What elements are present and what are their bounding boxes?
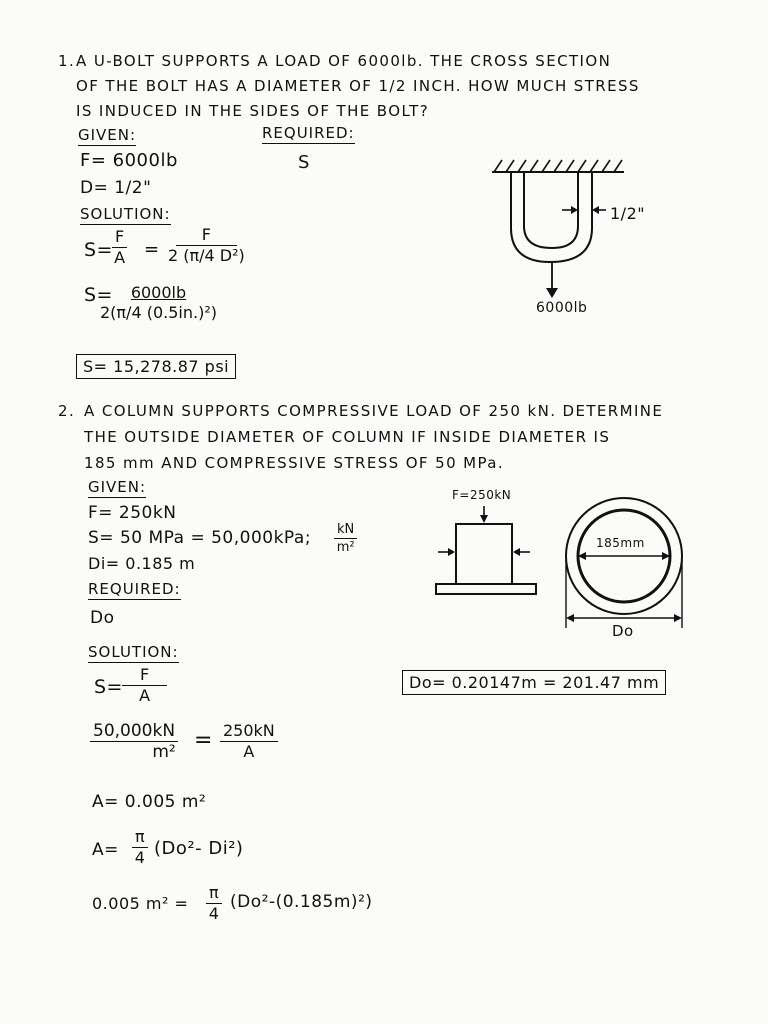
problem2-given-stress-unit [334,522,357,555]
problem1-given-label: GIVEN: [78,126,137,144]
problem1-eq1-denominator: A [114,248,126,267]
problem1-eq1-denominator2: 2 (π/4 D²) [168,246,245,265]
problem2-diagram-outer-diameter: Do [612,622,634,640]
problem2-eq1-numerator: F [122,666,167,686]
problem1-eq2-numerator: 6000lb [130,283,187,302]
problem2-column-diagram [436,506,536,594]
problem2-unit-denominator: m² [336,540,355,555]
problem2-eq1-fraction [122,666,167,705]
problem2-eq2-denominator2: A [243,742,255,761]
problem1-required-value: S [298,152,310,173]
problem2-diagram-inner-diameter: 185mm [596,536,645,550]
problem2-eq5-fraction [206,884,222,923]
problem1-given-force: F= 6000lb [80,150,178,171]
problem1-required-label: REQUIRED: [262,124,355,142]
problem2-statement-line1: A COLUMN SUPPORTS COMPRESSIVE LOAD OF 250 kN. DETERMINE [84,402,664,420]
problem1-statement-line3: IS INDUCED IN THE SIDES OF THE BOLT? [76,102,430,120]
problem2-eq1-denominator: A [139,686,151,705]
problem1-diagram-load: 6000lb [536,300,588,316]
problem2-diagram-load: F=250kN [452,488,512,502]
problem2-number: 2. [58,402,76,420]
problem1-diagram-dimension: 1/2" [610,204,646,223]
problem2-tube-cross-section [566,498,682,628]
problem2-eq3: A= 0.005 m² [92,792,207,812]
problem1-solution-label: SOLUTION: [80,205,171,223]
problem1-answer-box: S= 15,278.87 psi [76,354,236,379]
problem2-eq5-rhs: (Do²-(0.185m)²) [230,892,373,912]
problem2-eq2-numerator2: 250kN [220,722,278,742]
problem1-number: 1. [58,52,76,70]
problem1-statement-line2: OF THE BOLT HAS A DIAMETER OF 1/2 INCH. HOW MUCH STRESS [76,77,640,95]
problem2-required-value: Do [90,608,115,628]
problem2-eq2-denominator: m² [152,742,176,762]
problem2-given-label: GIVEN: [88,478,147,496]
problem2-statement-line3: 185 mm AND COMPRESSIVE STRESS OF 50 MPa. [84,454,505,472]
problem2-eq2-equals: = [194,728,213,753]
problem2-unit-numerator: kN [334,522,357,539]
problem2-eq2-fraction2 [220,722,278,761]
problem2-eq4-rhs: (Do²- Di²) [154,838,244,859]
problem1-eq2-lhs: S= [84,284,113,306]
problem1-given-diameter: D= 1/2" [80,178,152,198]
problem1-statement-line1: A U-BOLT SUPPORTS A LOAD OF 6000lb. THE CROSS SECTION [76,52,612,70]
problem2-eq4-numerator: π [132,828,148,848]
problem2-eq5-lhs: 0.005 m² = [92,894,189,913]
problem2-eq4-lhs: A= [92,840,119,860]
problem2-answer-box: Do= 0.20147m = 201.47 mm [402,670,666,695]
problem1-eq1-numerator2: F [176,226,237,246]
ceiling-hatching [494,160,622,172]
problem1-eq2-denominator: 2(π/4 (0.5in.)²) [100,303,217,322]
problem2-eq4-fraction [132,828,148,867]
problem2-given-stress: S= 50 MPa = 50,000kPa; [88,528,312,548]
problem2-eq4-denominator: 4 [134,848,145,867]
problem2-eq5-denominator: 4 [208,904,219,923]
problem2-eq2-fraction [90,722,178,761]
problem2-eq1-lhs: S= [94,676,123,698]
problem2-eq5-numerator: π [206,884,222,904]
problem2-given-force: F= 250kN [88,503,177,523]
problem1-eq1-equals: = [144,239,160,260]
problem2-given-inner-diameter: Di= 0.185 m [88,554,196,573]
problem1-eq1-numerator: F [112,228,127,248]
problem2-eq2-numerator: 50,000kN [90,722,178,742]
problem2-statement-line2: THE OUTSIDE DIAMETER OF COLUMN IF INSIDE DIAMETER IS [84,428,611,446]
problem1-eq1-lhs: S= [84,239,113,261]
problem2-solution-label: SOLUTION: [88,643,179,661]
problem2-required-label: REQUIRED: [88,580,181,598]
